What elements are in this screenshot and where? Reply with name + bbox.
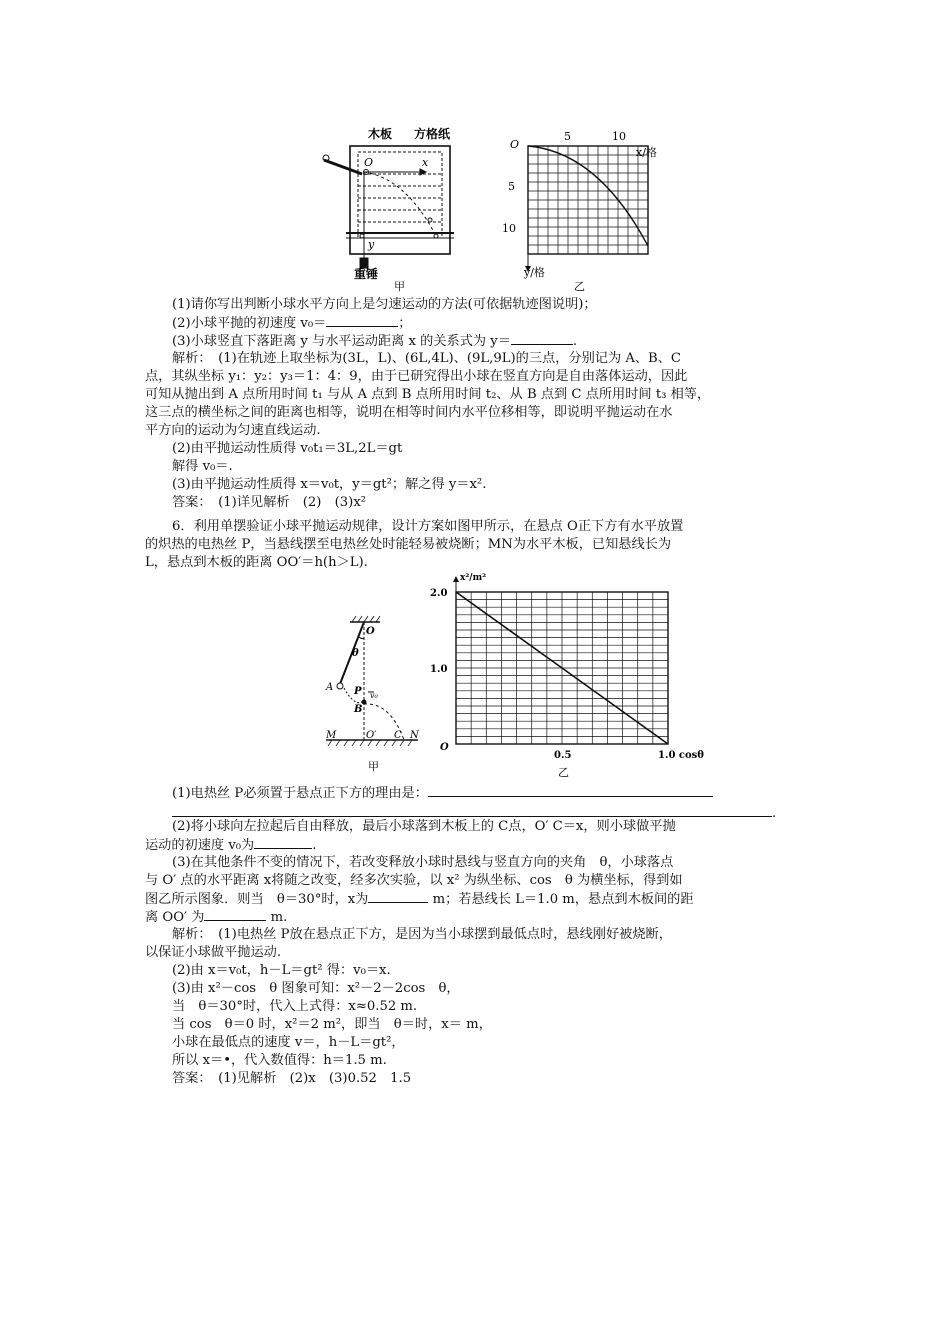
q5-solution-2: 点，其纵坐标 y₁：y₂：y₃＝1：4：9，由于已研究得出小球在竖直方向是自由落体运动，因此 (145, 369, 688, 384)
caption-yi-2: 乙 (558, 766, 569, 779)
label-grid-paper: 方格纸 (414, 127, 451, 141)
answer-blank (172, 804, 772, 817)
chart-ytick-1: 1.0 (430, 664, 448, 675)
q6-solution-6: 当 cos θ＝0 时，x²＝2 m²，即当 θ＝时，x＝ m， (172, 1017, 492, 1032)
q5-solution-4: 这三点的横坐标之间的距离也相等，说明在相等时间内水平位移相等，即说明平抛运动在水 (145, 405, 673, 420)
fig1-yaxis-label: y/格 (524, 266, 545, 279)
pend-label-v0: v₀ (370, 691, 378, 700)
label-board: 木板 (368, 127, 393, 141)
pend-label-Oprime: O′ (366, 730, 377, 741)
fig1-xaxis-label: x/格 (636, 146, 657, 159)
q6-q3-text-b: m；若悬线长 L＝1.0 m，悬点到木板间的距 (428, 892, 694, 907)
q5-solution-1: 解析： (1)在轨迹上取坐标为(3L，L)、(6L,4L)、(9L,9L)的三点，分别记为 A、B、C (172, 351, 682, 366)
q6-q3-text-d: m. (266, 910, 288, 925)
q6-q2-line-2 (145, 836, 316, 855)
pend-label-N: N (410, 730, 419, 741)
answer-blank (428, 784, 713, 797)
figure-1 (310, 126, 690, 294)
figure-2 (318, 572, 708, 782)
q6-q3-line-4 (145, 908, 287, 927)
caption-yi-1: 乙 (574, 280, 585, 293)
label-x: x (422, 156, 429, 169)
answer-blank (368, 890, 428, 903)
q5-solution-7: 解得 v₀＝. (172, 459, 233, 474)
pend-label-A: A (326, 682, 334, 693)
label-weight: 重锤 (354, 267, 379, 281)
q5-answer: 答案： (1)详见解析 (2) (3)x² (172, 495, 367, 510)
fig1-ytick-5: 5 (508, 180, 515, 193)
label-O: O (364, 156, 374, 169)
q5-solution-6: (2)由平抛运动性质得 v₀t₁＝3L,2L＝gt (172, 441, 403, 456)
q5-l3-end: . (572, 334, 578, 349)
trajectory-grid (525, 146, 648, 272)
q6-q2-end: . (312, 838, 317, 853)
fig1-ytick-10: 10 (502, 222, 516, 235)
q5-l2-end: ； (398, 316, 412, 331)
q5-line-2 (172, 314, 411, 333)
answer-blank (254, 836, 312, 849)
q6-solution-1: 解析： (1)电热丝 P放在悬点正下方，是因为当小球摆到最低点时，悬线刚好被烧断， (172, 927, 672, 942)
pend-label-B: B (354, 704, 363, 715)
fig1-origin: O (510, 138, 520, 151)
q6-q3-line-3 (145, 890, 694, 909)
q6-q3-line-1: (3)在其他条件不变的情况下，若改变释放小球时悬线与竖直方向的夹角 θ，小球落点 (172, 855, 674, 870)
q6-q3-text-c: 离 OO′ 为 (145, 910, 205, 925)
q6-answer: 答案： (1)见解析 (2)x (3)0.52 1.5 (172, 1071, 412, 1086)
answer-blank (326, 314, 398, 327)
fig1-xtick-5: 5 (564, 130, 571, 143)
q6-q2-line-1: (2)将小球向左拉起后自由释放，最后小球落到木板上的 C点，O′ C＝x，则小球做平抛 (172, 819, 676, 834)
q5-l2-text: (2)小球平抛的初速度 v₀＝ (172, 316, 327, 331)
q6-q1 (172, 784, 713, 803)
fig1-xtick-10: 10 (612, 130, 626, 143)
chart-yaxis-label: x²/m² (460, 573, 487, 583)
q6-q1-text: (1)电热丝 P必须置于悬点正下方的理由是： (172, 786, 428, 801)
q5-solution-5: 平方向的运动为匀速直线运动. (145, 423, 321, 438)
q6-para-2: 的炽热的电热丝 P，当悬线摆至电热丝处时能轻易被烧断；MN为水平木板，已知悬线长为 (145, 537, 672, 552)
q6-q3-text-a: 图乙所示图象．则当 θ＝30°时，x为 (145, 892, 369, 907)
q6-solution-7: 小球在最低点的速度 v＝，h－L＝gt²， (172, 1035, 405, 1050)
chart-xtick-10: 1.0 cosθ (658, 750, 704, 761)
q6-solution-5: 当 θ＝30°时，代入上式得：x≈0.52 m. (172, 999, 418, 1014)
answer-blank (511, 332, 573, 345)
q5-solution-3: 可知从抛出到 A 点所用时间 t₁ 与从 A 点到 B 点所用时间 t₂、从 B 点到 C 点所用时间 t₃ 相等， (145, 387, 711, 402)
pend-label-C: C (394, 730, 402, 741)
caption-jia-2: 甲 (368, 760, 379, 773)
pend-label-M: M (326, 730, 337, 741)
q5-line-1: (1)请你写出判断小球水平方向上是匀速运动的方法(可依据轨迹图说明)； (172, 297, 597, 312)
chart-ytick-2: 2.0 (430, 588, 448, 599)
q5-solution-8: (3)由平抛运动性质得 x＝v₀t，y＝gt²；解之得 y＝x². (172, 477, 487, 492)
q5-l3-text: (3)小球竖直下落距离 y 与水平运动距离 x 的关系式为 y＝ (172, 334, 511, 349)
q6-solution-2: 以保证小球做平抛运动. (145, 945, 282, 960)
caption-jia-1: 甲 (394, 280, 405, 293)
chart-origin: O (440, 742, 449, 753)
q6-solution-4: (3)由 x²－cos θ 图象可知：x²－2－2cos θ， (172, 981, 460, 996)
q6-q1-end: . (772, 806, 777, 821)
q6-solution-3: (2)由 x＝v₀t，h－L＝gt² 得：v₀＝x. (172, 963, 391, 978)
q6-para-1: 6．利用单摆验证小球平抛运动规律，设计方案如图甲所示，在悬点 O正下方有水平放置 (172, 519, 684, 534)
q6-solution-8: 所以 x＝•，代入数值得：h＝1.5 m. (172, 1053, 387, 1068)
answer-blank (204, 908, 266, 921)
x2-cos-chart (453, 576, 668, 744)
pend-label-P: P (354, 686, 362, 697)
chart-xtick-05: 0.5 (554, 750, 572, 761)
q5-line-3 (172, 332, 577, 351)
pend-label-O: O (366, 626, 375, 637)
q6-q2-text: 运动的初速度 v₀为 (145, 838, 255, 853)
pend-label-theta: θ (352, 648, 359, 659)
q6-para-3: L，悬点到木板的距离 OO′＝h(h＞L). (145, 555, 368, 570)
apparatus-diagram (323, 146, 454, 268)
label-y: y (368, 238, 375, 251)
q6-q3-line-2: 与 O′ 点的水平距离 x将随之改变，经多次实验，以 x² 为纵坐标、cos θ 为横坐标，得到如 (145, 873, 683, 888)
